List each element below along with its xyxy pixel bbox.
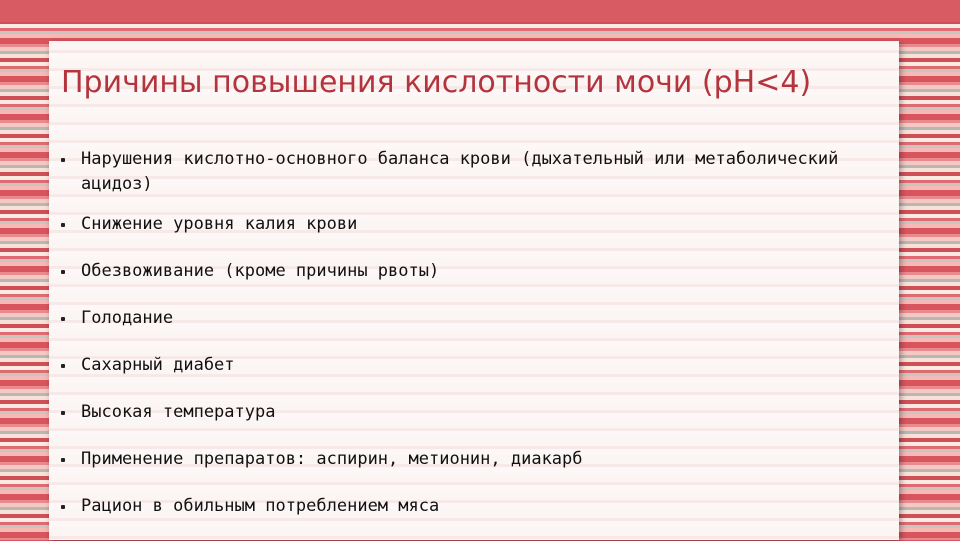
list-item-text: Нарушения кислотно-основного баланса крови (дыхательный или метаболический ацидоз): [81, 149, 839, 194]
square-bullet-icon: [61, 364, 65, 368]
list-item-text: Сахарный диабет: [81, 355, 235, 375]
list-item-text: Применение препаратов: аспирин, метионин, диакарб: [81, 449, 583, 469]
list-item-text: Голодание: [81, 308, 174, 328]
list-item: [61, 494, 861, 519]
square-bullet-icon: [61, 223, 65, 227]
list-item: [61, 147, 861, 197]
background-top-band: [0, 0, 960, 22]
square-bullet-icon: [61, 158, 65, 162]
square-bullet-icon: [61, 317, 65, 321]
list-item-text: Снижение уровня калия крови: [81, 214, 358, 234]
list-item: [61, 259, 861, 284]
slide-title: Причины повышения кислотности мочи (рН<4): [61, 65, 812, 100]
list-item-text: Обезвоживание (кроме причины рвоты): [81, 261, 440, 281]
list-item: [61, 306, 861, 331]
bullet-list: [61, 147, 861, 541]
square-bullet-icon: [61, 411, 65, 415]
square-bullet-icon: [61, 505, 65, 509]
slide-panel: [49, 41, 899, 540]
list-item-text: Высокая температура: [81, 402, 276, 422]
list-item: [61, 447, 861, 472]
list-item: [61, 400, 861, 425]
square-bullet-icon: [61, 458, 65, 462]
list-item: [61, 212, 861, 237]
list-item: [61, 353, 861, 378]
square-bullet-icon: [61, 270, 65, 274]
list-item-text: Рацион в обильным потреблением мяса: [81, 496, 440, 516]
